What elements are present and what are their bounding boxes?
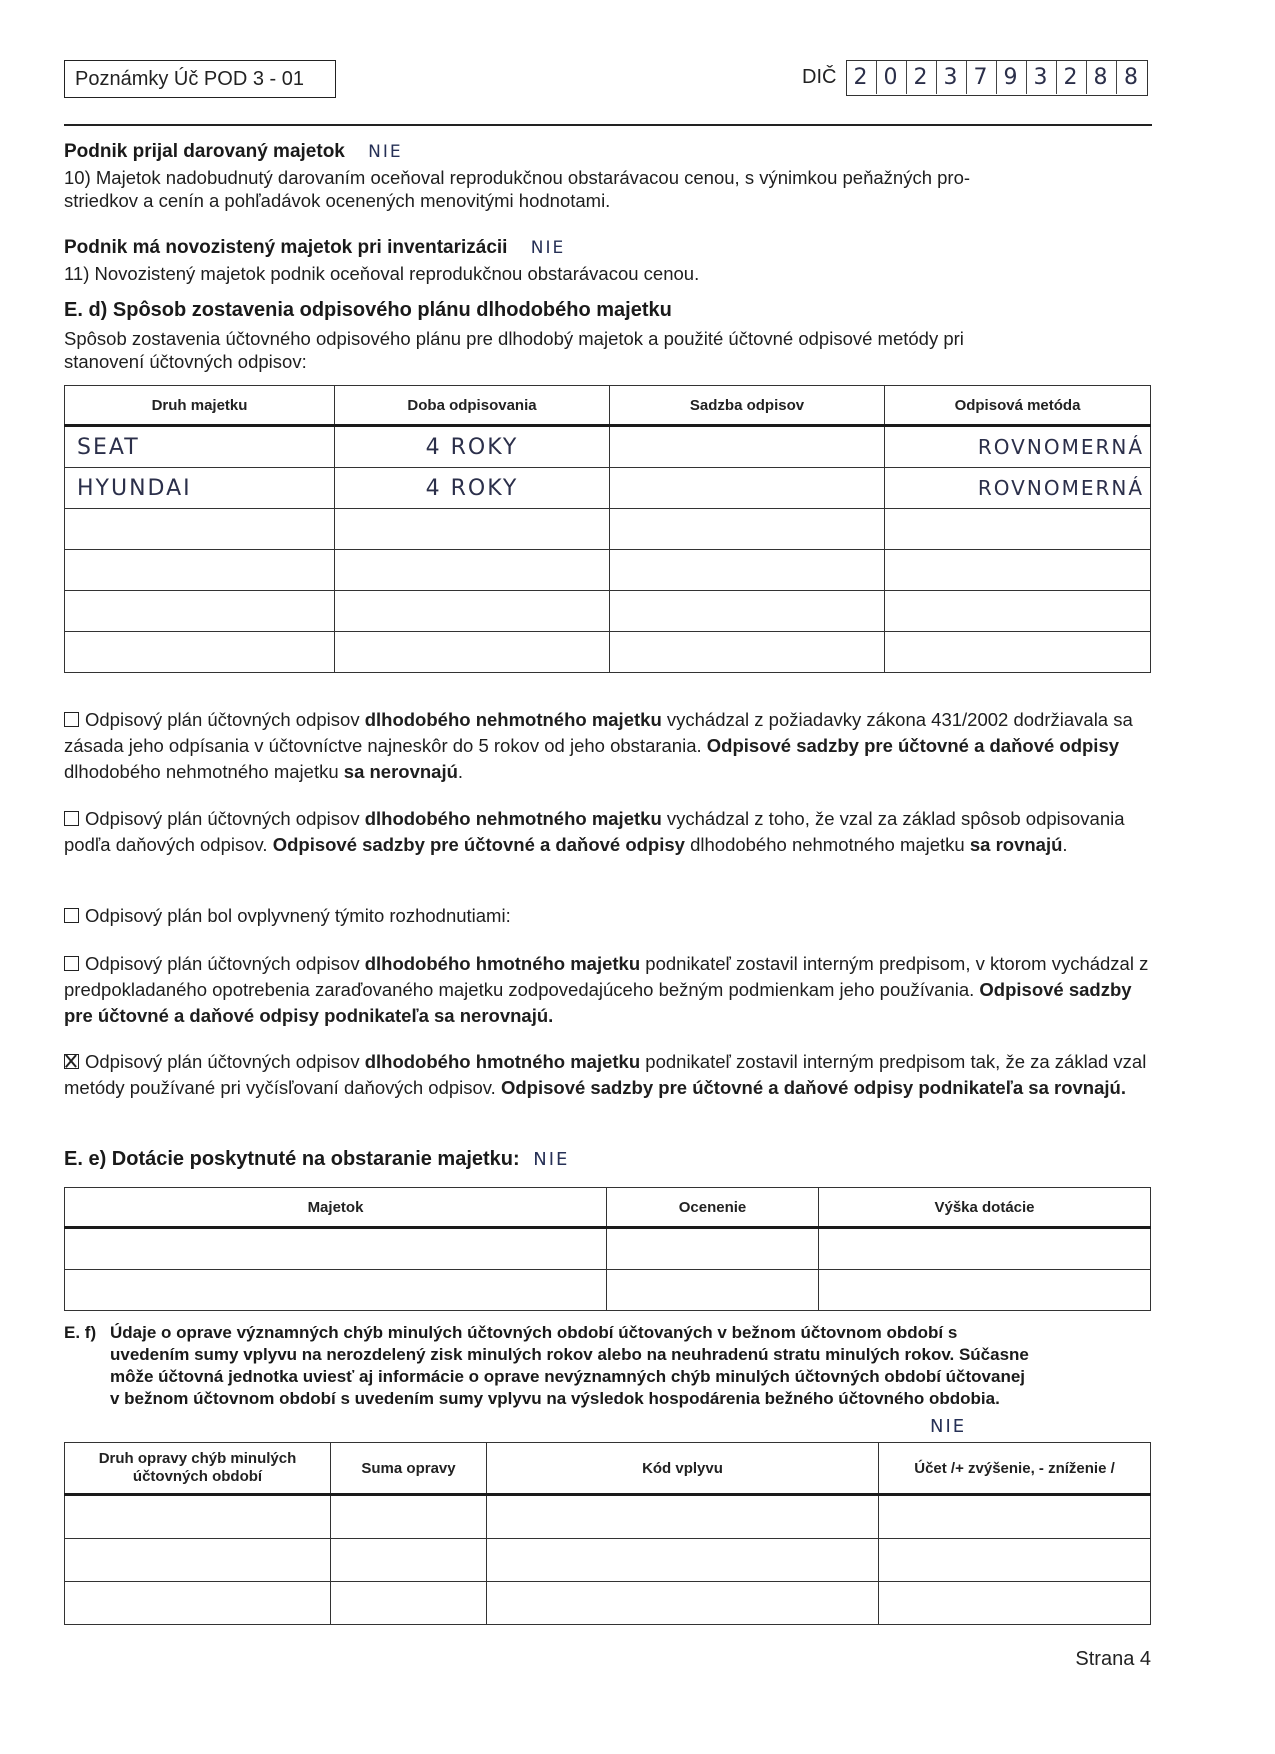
column-header: Výška dotácie [819, 1188, 1151, 1228]
table-row [65, 1495, 1151, 1539]
section-d-intro-1: Spôsob zostavenia účtovného odpisového plánu pre dlhodobý majetok a použité účtovné odpisové metódy pri [64, 328, 964, 349]
table-row [65, 591, 1151, 632]
subsidy-amount-cell[interactable] [819, 1228, 1151, 1270]
checkbox-unchecked[interactable] [64, 956, 79, 971]
account-cell[interactable] [879, 1495, 1151, 1539]
column-header: Majetok [65, 1188, 607, 1228]
option-text-run: Odpisové sadzby pre účtovné a daňové odpisy [706, 735, 1120, 756]
method-cell[interactable]: ROVNOMERNÁ [885, 426, 1151, 468]
section-e-heading-text: E. e) Dotácie poskytnuté na obstaranie majetku: [64, 1148, 520, 1170]
rate-cell[interactable] [610, 426, 885, 468]
option-text-run: dlhodobého nehmotného majetku [364, 808, 662, 829]
option-intangible-equal [64, 806, 1150, 858]
impact-code-cell[interactable] [487, 1539, 879, 1582]
asset-type-cell[interactable] [65, 632, 335, 673]
method-cell[interactable] [885, 591, 1151, 632]
depreciation-period-cell[interactable] [335, 632, 610, 673]
asset-type-cell[interactable] [65, 550, 335, 591]
table-row [65, 550, 1151, 591]
page-number: Strana 4 [1075, 1648, 1151, 1670]
dic-digit[interactable]: 2 [1057, 61, 1087, 94]
found-answer[interactable]: NIE [530, 238, 566, 258]
found-heading-text: Podnik má novozistený majetok pri inventarizácii [64, 237, 508, 258]
dic-digit[interactable]: 7 [967, 61, 997, 94]
option-intangible-not-equal [64, 707, 1150, 785]
option-text-run: sa nerovnajú [343, 761, 458, 782]
rate-cell[interactable] [610, 591, 885, 632]
option-text-run: Odpisový plán účtovných odpisov [85, 1051, 365, 1072]
table-header-row [65, 386, 1151, 426]
donated-heading-text: Podnik prijal darovaný majetok [64, 141, 345, 162]
dic-digit[interactable]: 9 [997, 61, 1027, 94]
account-cell[interactable] [879, 1582, 1151, 1625]
column-header: Účet /+ zvýšenie, - zníženie / [879, 1443, 1151, 1495]
form-id: Poznámky Úč POD 3 - 01 [75, 68, 304, 90]
column-header: Sadzba odpisov [610, 386, 885, 426]
form-id-box [64, 60, 336, 98]
depreciation-plan-table [64, 385, 1151, 673]
section-f-line: v bežnom účtovnom období s uvedením sumy vplyvu na výsledok hospodárenia bežného účtovného obdobia. [110, 1389, 1000, 1408]
column-header: Druh opravy chýb minulých účtovných období [65, 1443, 331, 1495]
correction-amount-cell[interactable] [331, 1495, 487, 1539]
section-d-intro-2: stanovení účtovných odpisov: [64, 351, 307, 372]
section-f-line: môže účtovná jednotka uviesť aj informácie o oprave nevýznamných chýb minulých účtovných období účtovanej [110, 1367, 1026, 1386]
correction-amount-cell[interactable] [331, 1582, 487, 1625]
option-text-run: dlhodobého hmotného majetku [364, 1051, 641, 1072]
table-row [65, 509, 1151, 550]
option-text-run: dlhodobého hmotného majetku [364, 953, 641, 974]
checkbox-unchecked[interactable] [64, 712, 79, 727]
dic-label: DIČ [802, 66, 837, 88]
column-header: Druh majetku [65, 386, 335, 426]
valuation-cell[interactable] [607, 1270, 819, 1311]
method-cell[interactable]: ROVNOMERNÁ [885, 468, 1151, 509]
donated-text-1: 10) Majetok nadobudnutý darovaním oceňoval reprodukčnou obstarávacou cenou, s výnimkou peňažných pro- [64, 167, 971, 188]
donated-answer[interactable]: NIE [368, 142, 403, 162]
dic-digit[interactable]: 2 [847, 61, 877, 94]
subsidies-table [64, 1187, 1151, 1311]
depreciation-period-cell[interactable]: 4 ROKY [335, 468, 610, 509]
section-d-heading: E. d) Spôsob zostavenia odpisového plánu dlhodobého majetku [64, 299, 672, 321]
section-f-answer[interactable]: NIE [930, 1416, 967, 1437]
table-row [65, 1582, 1151, 1625]
table-header-row [65, 1188, 1151, 1228]
checkbox-unchecked[interactable] [64, 908, 79, 923]
correction-type-cell[interactable] [65, 1539, 331, 1582]
column-header: Suma opravy [331, 1443, 487, 1495]
rate-cell[interactable] [610, 509, 885, 550]
account-cell[interactable] [879, 1539, 1151, 1582]
option-text-run: dlhodobého nehmotného majetku [684, 834, 970, 855]
rate-cell[interactable] [610, 468, 885, 509]
dic-digit[interactable]: 0 [877, 61, 907, 94]
table-row [65, 468, 1151, 509]
correction-type-cell[interactable] [65, 1495, 331, 1539]
section-f-line: Údaje o oprave významných chýb minulých účtovných období účtovaných v bežnom účtovnom období s [110, 1323, 958, 1342]
option-text-run: . [457, 761, 464, 782]
option-plan-decisions [64, 903, 1150, 929]
depreciation-period-cell[interactable] [335, 550, 610, 591]
subsidy-amount-cell[interactable] [819, 1270, 1151, 1311]
section-e-heading [64, 1148, 569, 1171]
dic-field[interactable] [846, 60, 1148, 96]
option-text-run: Odpisové sadzby pre účtovné a daňové odpisy podnikateľa sa rovnajú. [500, 1077, 1126, 1098]
section-f-text [110, 1322, 1150, 1410]
correction-amount-cell[interactable] [331, 1539, 487, 1582]
impact-code-cell[interactable] [487, 1582, 879, 1625]
asset-type-cell[interactable] [65, 591, 335, 632]
column-header: Kód vplyvu [487, 1443, 879, 1495]
column-header: Odpisová metóda [885, 386, 1151, 426]
option-text-run: sa rovnajú [969, 834, 1063, 855]
found-heading [64, 237, 565, 259]
donated-text-2: striedkov a cenín a pohľadávok ocenených menovitými hodnotami. [64, 190, 611, 211]
checkbox-unchecked[interactable] [64, 811, 79, 826]
dic-digit[interactable]: 3 [1027, 61, 1057, 94]
header-divider [64, 124, 1152, 126]
table-row [65, 1539, 1151, 1582]
correction-type-cell[interactable] [65, 1582, 331, 1625]
option-tangible-equal [64, 1049, 1150, 1101]
option-text-run: Odpisový plán účtovných odpisov [85, 808, 365, 829]
option-tangible-not-equal [64, 951, 1150, 1029]
column-header: Ocenenie [607, 1188, 819, 1228]
valuation-cell[interactable] [607, 1228, 819, 1270]
table-row [65, 1270, 1151, 1311]
option-text-run: Odpisový plán účtovných odpisov [85, 953, 365, 974]
asset-type-cell[interactable] [65, 509, 335, 550]
column-header: Doba odpisovania [335, 386, 610, 426]
dic-digit[interactable]: 2 [907, 61, 937, 94]
error-corrections-table [64, 1442, 1151, 1625]
option-text-run: Odpisové sadzby pre účtovné a daňové odpisy [272, 834, 685, 855]
method-cell[interactable] [885, 509, 1151, 550]
asset-cell[interactable] [65, 1228, 607, 1270]
depreciation-period-cell[interactable] [335, 591, 610, 632]
dic-digit[interactable]: 8 [1087, 61, 1117, 94]
depreciation-period-cell[interactable] [335, 509, 610, 550]
option-text-run: vychádzal z požiadavky zákona 431/2002 dodržiavala sa zásada jeho odpísania v účtovníctve najneskôr do 5 rokov od jeho obstarania. [64, 709, 1133, 756]
dic-digit[interactable]: 3 [937, 61, 967, 94]
method-cell[interactable] [885, 632, 1151, 673]
table-row [65, 632, 1151, 673]
section-f-line: uvedením sumy vplyvu na nerozdelený zisk minulých rokov alebo na neuhradenú stratu minulých rokov. Súčasne [110, 1345, 1029, 1364]
asset-type-cell[interactable]: HYUNDAI [65, 468, 335, 509]
method-cell[interactable] [885, 550, 1151, 591]
impact-code-cell[interactable] [487, 1495, 879, 1539]
rate-cell[interactable] [610, 632, 885, 673]
checkbox-checked[interactable] [64, 1054, 79, 1069]
option-text-run: dlhodobého nehmotného majetku [364, 709, 662, 730]
table-row [65, 1228, 1151, 1270]
option-text-run: Odpisový plán bol ovplyvnený týmito rozhodnutiami: [85, 905, 511, 926]
option-text-run: dlhodobého nehmotného majetku [64, 761, 344, 782]
depreciation-period-cell[interactable]: 4 ROKY [335, 426, 610, 468]
option-text-run: vychádzal z toho, že vzal za základ spôsob odpisovania podľa daňových odpisov. [64, 808, 1125, 855]
table-row [65, 426, 1151, 468]
option-text-run: podnikateľ zostavil interným predpisom tak, že za základ vzal metódy používané pri vyčísľovaní daňových odpisov. [64, 1051, 1147, 1098]
option-text-run: Odpisový plán účtovných odpisov [85, 709, 365, 730]
donated-heading [64, 141, 403, 163]
rate-cell[interactable] [610, 550, 885, 591]
asset-type-cell[interactable]: SEAT [65, 426, 335, 468]
option-text-run: podnikateľ zostavil interným predpisom, v ktorom vychádzal z predpokladaného opotrebenia zaraďovaného majetku zodpovedajúceho bežným podmienkam jeho používania. [64, 953, 1149, 1000]
dic-digit[interactable]: 8 [1124, 65, 1140, 90]
option-text-run: . [1062, 834, 1068, 855]
asset-cell[interactable] [65, 1270, 607, 1311]
found-text: 11) Novozistený majetok podnik oceňoval reprodukčnou obstarávacou cenou. [64, 263, 700, 284]
section-f-label: E. f) [64, 1323, 97, 1342]
table-header-row [65, 1443, 1151, 1495]
option-text-run: Odpisové sadzby pre účtovné a daňové odpisy podnikateľa sa nerovnajú. [64, 979, 1132, 1026]
section-e-answer[interactable]: NIE [533, 1149, 570, 1170]
